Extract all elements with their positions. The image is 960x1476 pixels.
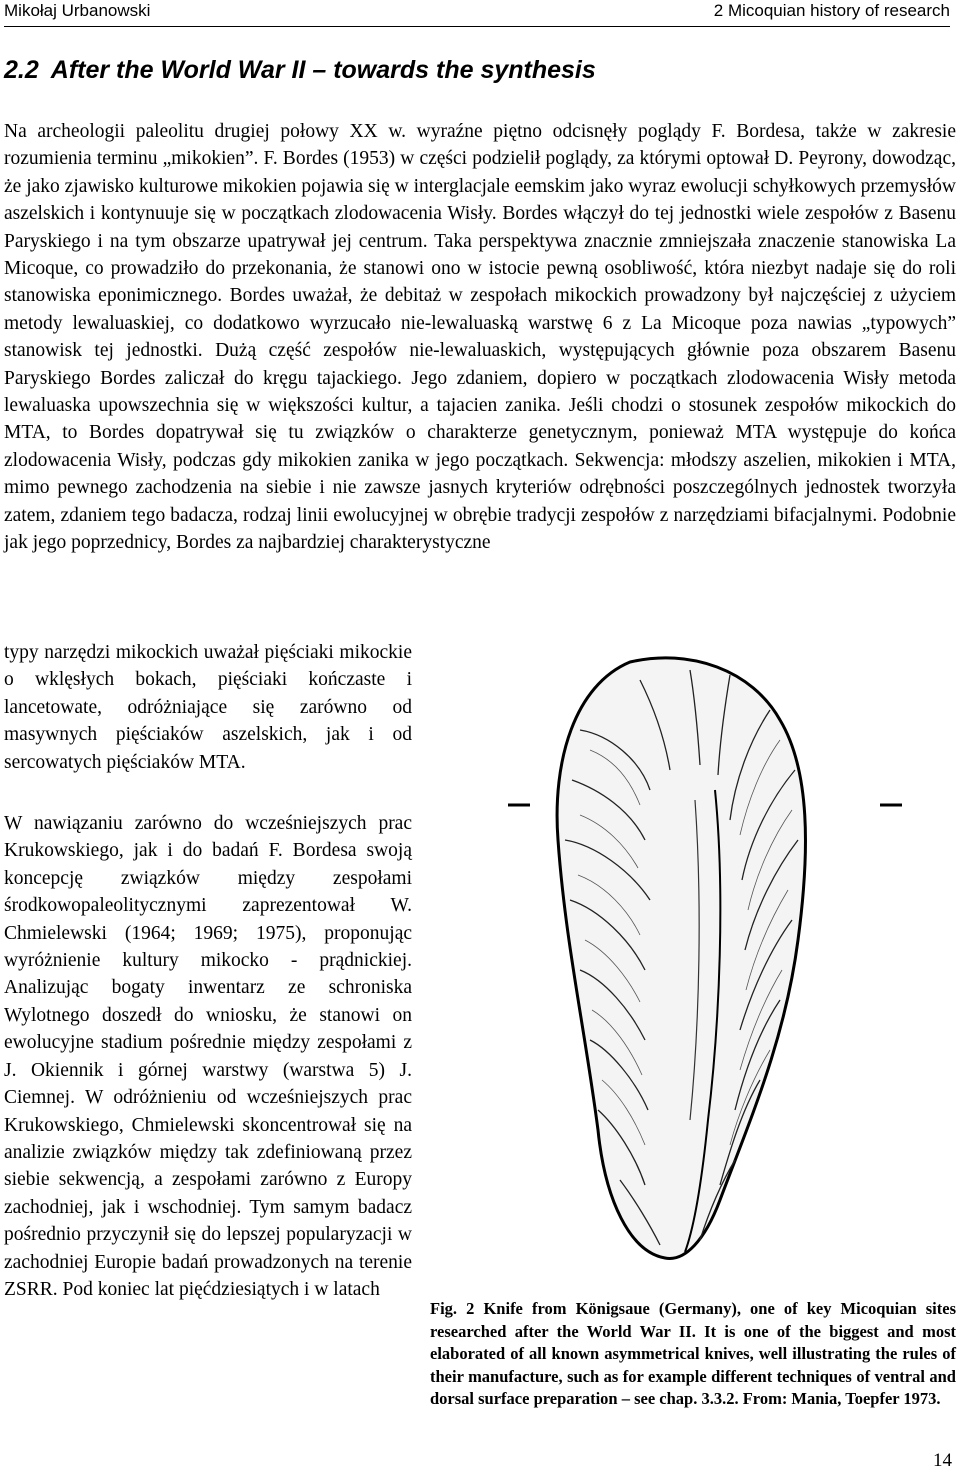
section-title (4, 56, 596, 85)
paragraph-bordes-continued: typy narzędzi mikockich uważał pięściaki mikockie o wklęsłych bokach, pięściaki kończaste i lancetowate, odróżniające się zarówno od masywnych pięściaków aszelskich, jak i od sercowatych pięściaków MTA. (4, 642, 412, 773)
paragraph-chmielewski: W nawiązaniu zarówno do wcześniejszych prac Krukowskiego, jak i do badań F. Bordesa swoją koncepcję związków między zespołami środkowopaleolitycznymi zaprezentował W. Chmielewski (1964; 1969; 1975), proponując wyróżnienie kultury mikocko - prądnickiej. Analizując bogaty inwentarz ze schroniska Wylotnego doszedł do wniosku, że stanowi on ewolucyjne stadium pośrednie między zespołami z J. Okiennik i górnej warstwy (warstwa 5) J. Ciemnej. W odróżnieniu od wcześniejszych prac Krukowskiego, Chmielewski skoncentrował się na analizie związków między tak zdefiniowaną przez siebie sekwencją, a zespołami zarówno z Europy zachodniej, jak i wschodniej. Tym samym badacz pośrednio przyczynił się do lepszej popularyzacji w zachodniej Europie badań prowadzonych na terenie ZSRR. Pod koniec lat pięćdziesiątych i w latach (4, 813, 412, 1300)
figure-caption: Fig. 2 Knife from Königsaue (Germany), one of key Micoquian sites researched after the World War II. It is one of the biggest and most elaborated of all known asymmetrical knives, well illustrating the rules of their manufacture, such as for example different techniques of ventral and dorsal surface preparation – see chap. 3.3.2. From: Mania, Toepfer 1973. (430, 1299, 956, 1408)
page-number: 14 (933, 1450, 952, 1471)
running-header (4, 0, 950, 27)
paragraph-bordes: Na archeologii paleolitu drugiej połowy XX w. wyraźne piętno odcisnęły poglądy F. Bordesa, także w zakresie rozumienia terminu „mikokien”. F. Bordes (1953) w części podzielił poglądy, za którymi optował D. Peyrony, dowodząc, że jako zjawisko kulturowe mikokien pojawia się w interglacjale eemskim jako wyraz ewolucji schyłkowych przemysłów aszelskich i kontynuuje się w początkach zlodowacenia Wisły. Bordes włączył do tej jednostki wiele zespołów z Basenu Paryskiego i na tym obszarze upatrywał jej centrum. Taka perspektywa znacznie zmniejszała znaczenie stanowiska La Micoque, co prowadziło do przekonania, że stanowi ono w istocie pewną osobliwość, która niezbyt nadaje się do roli stanowiska eponimicznego. Bordes uważał, że debitaż w zespołach mikockich prowadzony był najczęściej z użyciem metody lewaluaskiej, co dodatkowo wyrzucało nie-lewaluaską warstwę 6 z La Micoque poza nawias „typowych” stanowisk tej jednostki. Dużą część zespołów nie-lewaluaskich, występujących głównie poza obszarem Basenu Paryskiego Bordes zaliczał do kręgu tajackiego. Jego zdaniem, dopiero w początkach zlodowacenia Wisły metoda lewaluaska upowszechnia się w większości kultur, a tajacien zanika. Jeśli chodzi o stosunek zespołów mikockich do MTA, to Bordes dopatrywał się tu związków o charakterze genetycznym, ponieważ MTA występuje do końca zlodowacenia Wisły, podczas gdy mikokien zanika w jego początkach. Sekwencja: młodszy aszelien, mikokien i MTA, mimo pewnego zachodzenia na siebie i nie zawsze jasnych kryteriów odrębności poszczególnych jednostek tworzyła zatem, zdaniem tego badacza, rodzaj linii ewolucyjnej w obrębie tradycji zespołów z narzędziami bifacjalnymi. Podobnie jak jego poprzednicy, Bordes za najbardziej charakterystyczne (4, 121, 956, 554)
section-number: 2.2 (4, 56, 39, 84)
knife-illustration (480, 640, 930, 1270)
header-author: Mikołaj Urbanowski (4, 1, 151, 20)
section-title-text: After the World War II – towards the synthesis (50, 56, 596, 84)
left-text-column (4, 639, 412, 1303)
header-chapter: 2 Micoquian history of research (713, 1, 950, 20)
